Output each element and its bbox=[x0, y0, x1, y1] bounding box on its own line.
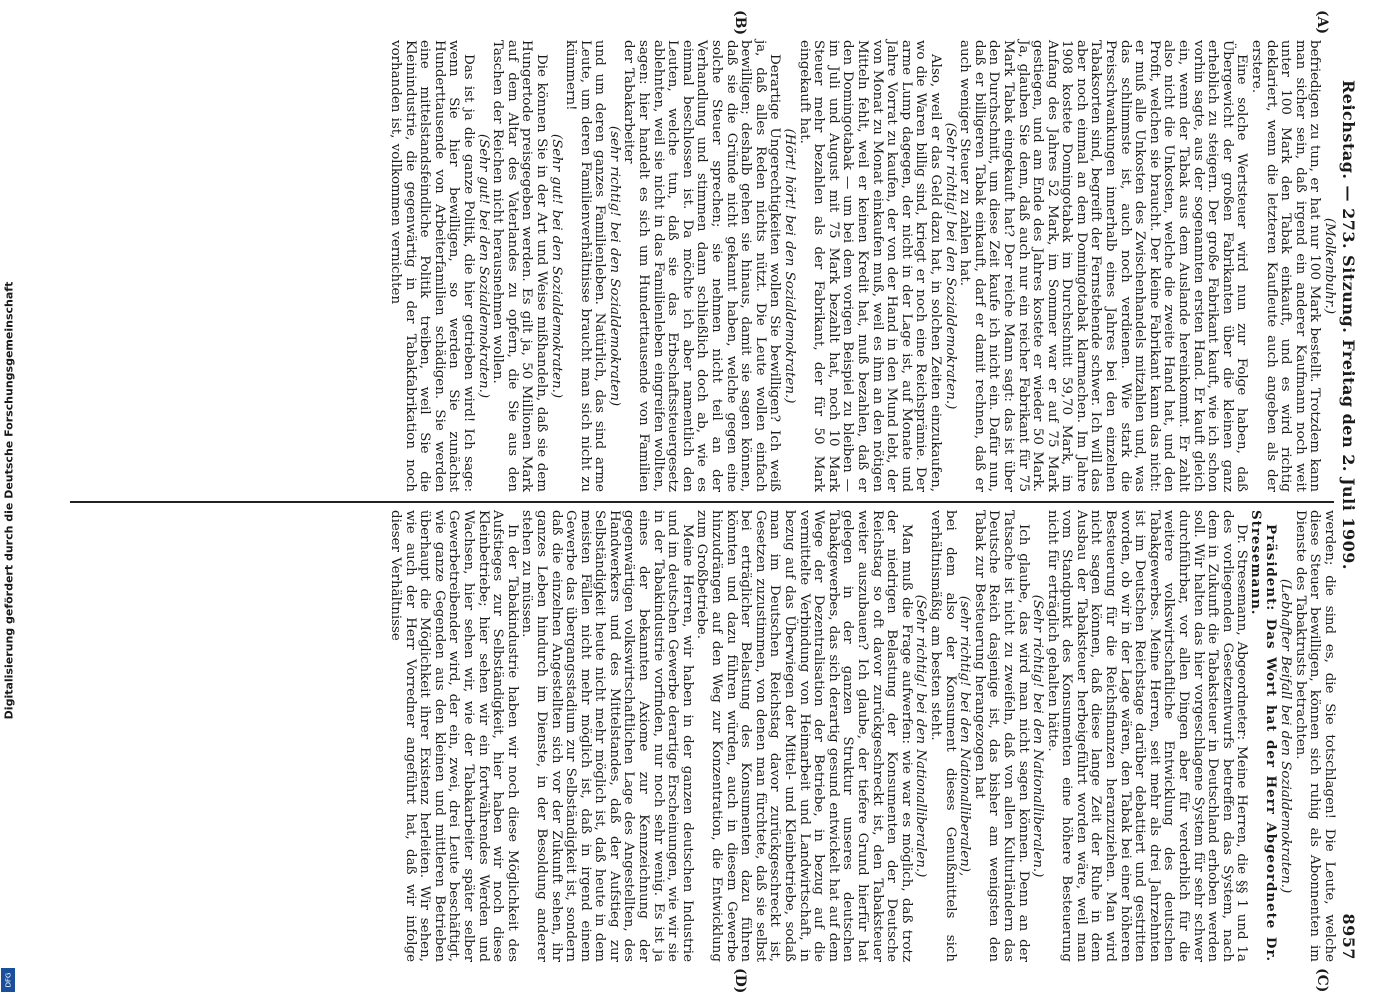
interjection: (sehr richtig! bei den Nationalliberalen), bbox=[957, 595, 973, 877]
speaker-intro: Präsident: Das Wort hat der Herr Abgeordnete Dr. Stresemann. bbox=[1248, 510, 1279, 962]
digitization-sidebar-note bbox=[2, 0, 16, 1000]
paragraph: und um deren ganzes Familienleben. Natürlich, das sind arme Leute, um deren Familienverhältnisse braucht man sich nicht zu kümmern! bbox=[563, 40, 608, 492]
interjection: (Lebhafter Beifall bei den Sozialdemokraten.) bbox=[1278, 578, 1294, 894]
paragraph: Also, weil er das Geld dazu hat, in solchen Zeiten einzukaufen, wo die Waren billig sind, kriegt er noch eine Reichsprämie. Der arme Lump dagegen, der nicht in der Lage ist, auf Monate und Jahre Vorrat zu kaufen, der von der Hand in den Mund lebt, der von Monat zu Monat einkaufen muß, weil es ihm an den nötigen Mitteln fehlt, weil er keinen Kredit hat, muß bezahlen, daß er den Domingotabak — um bei dem vorigen Beispiel zu bleiben — im Juli und August mit 75 Mark bezahlt hat, noch 10 Mark Steuer mehr bezahlen als der Fabrikant, der für 50 Mark eingekauft hat. bbox=[796, 40, 943, 492]
interjection: (Sehr richtig! bei den Nationalliberalen.) bbox=[913, 594, 929, 878]
document-page bbox=[70, 10, 1360, 994]
margin-mark-d: (D) bbox=[732, 968, 748, 994]
margin-mark-c: (C) bbox=[1314, 968, 1330, 993]
paragraph: Man muß die Frage aufwerfen: wie war es möglich, daß trotz der niedrigen Belastung der Konsumenten der Deutsche Reichstag so oft davor zurückgeschreckt ist, den Tabaksteuer weiter auszubauen? Ich glaube, der tiefere Grund hierfür hat gelegen in der ganzen Struktur unseres deutschen Tabakgewerbes, das sich derartig gesund entwickelt hat auf dem Wege der Dezentralisation der Betriebe, in bezug auf die vermittelte Verbindung von Heimarbeit und Landwirtschaft, in bezug auf das Überwiegen der Mittel- und Kleinbetriebe, sodaß man im Deutschen Reichstag davor zurückgeschreckt ist, Gesetzen zuzustimmen, von denen man fürchtete, daß sie selbst bei erträglicher Belastung des Konsumenten dazu führen könnten und dazu führen würden, auch in diesem Gewerbe hinzudrängen auf den Weg zur Konzentration, die Entwicklung zum Großbetriebe. bbox=[694, 510, 914, 962]
dfg-logo-icon: DFG bbox=[1, 968, 15, 992]
paragraph: Meine Herren, wir haben in der ganzen deutschen Industrie und im deutschen Gewerbe derartige Erscheinungen, wie wir sie in der Tabakindustrie vorfinden, nur noch sehr wenig. Es ist ja eines der bekannten Axiome zur Kennzeichnung der gegenwärtigen volkswirtschaftlichen Lage des Angestellten, des Handwerkers und des Mittelstandes, daß der Aufstieg zur Selbständigkeit heute nicht mehr möglich ist, daß heute in dem meisten Fällen nicht mehr möglich ist, daß in irgend einem Gewerbe das übergangsstadium zur Selbständigkeit ist, sondern daß die einzelnen Angestellten sich vor der Zukunft sehen, ihr ganzes Leben hindurch im Dienste, in der Besoldung anderer stehen zu müssen. bbox=[519, 510, 695, 962]
paragraph: Derartige Ungerechtigkeiten wollen Sie bewilligen? Ich weiß ja, daß alles Reden nichts nützt. Die Leute wollen einfach bewilligen; deshalb gehen sie hinaus, damit sie sagen können, daß sie die Gründe nicht gekannt haben, welche gegen eine solche Steuer sprechen; sie nehmen nicht teil an der Verhandlung und stimmen dann schließlich doch ab, wie es einmal beschlossen ist. Da möchte ich aber namentlich den Leuten, welche tun, daß sie das Erbschaftssteuergesetz ablehnten, weil sie nicht in das Familienleben eingreifen wollten, sagen: hier handelt es sich um Hunderttausende von Familien der Tabakarbeiter bbox=[621, 40, 783, 492]
speaker-heading: (Molkenbuhr.) bbox=[1322, 217, 1337, 315]
paragraph: Die können Sie in der Art und Weise mißhandeln, daß sie dem Hungertode preisgegeben werden. Es gilt ja, 50 Millionen Mark auf dem Altar des Vaterlandes zu opfern, die Sie aus den Taschen der Reichen nicht herausnehmen wollen. bbox=[490, 40, 549, 492]
paragraph: Das ist ja die ganze Politik, die hier getrieben wird! Ich sage: wenn Sie hier bewilligen, so werden Sie zunächst Hunderttausende von Arbeiterfamilien schädigen. Sie werden eine mittelstandsfeindliche Politik treiben, weil Sie die Kleinindustrie, die gegenwärtig in der Tabakfabrikation noch vorhanden ist, vollkommen vernichten bbox=[388, 40, 476, 492]
paragraph: bei dem also der Konsument dieses Genußmittels sich verhältnismäßig am besten steht. bbox=[927, 510, 958, 962]
column-divider bbox=[70, 501, 1334, 503]
digitization-credit: Digitalisierung gefördert durch die Deutsche Forschungsgemeinschaft bbox=[2, 281, 16, 719]
right-column bbox=[70, 510, 1336, 962]
running-head-title: Reichstag. — 273. Sitzung. Freitag den 2. Juli 1909. bbox=[1339, 80, 1358, 570]
interjection: (Hört! hört! bei den Sozialdemokraten.) bbox=[782, 128, 798, 404]
paragraph: befriedigen zu tun, er hat nur 100 Mark bestellt. Trotzdem kann man sicher sein, daß irgend ein anderer Kaufmann noch weit unter 100 Mark den Tabak einkauft, und es wird richtig deklariert, wenn die letzteren Kaufleute auch angeben als der erstere. bbox=[1249, 40, 1323, 492]
paragraph: In der Tabakindustrie haben wir noch diese Möglichkeit des Aufstieges zur Selbständigkeit, hier haben wir noch diese Kleinbetriebe; hier sehen wir ein fortwährendes Werden und Wachsen, hier sehen wir, wie der Tabakarbeiter später selber Gewerbetreibender wird, der ein, zwei, drei Leute beschäftigt, wie ganze Gegenden aus den kleinen und mittleren Betrieben überhaupt die Möglichkeit ihrer Existenz herleiten. Wir sehen, wie auch der Herr Vorredner angeführt hat, daß wir infolge dieser Verhältnisse bbox=[388, 510, 520, 962]
running-head bbox=[1338, 40, 1360, 965]
rotated-page-content bbox=[70, 10, 1360, 994]
paragraph: werden; die sind es, die Sie totschlagen! Die Leute, welche diese Steuer bewilligen, können sich ruhig als Abonnenten im Dienste des Tabaktrusts betrachten. bbox=[1292, 510, 1337, 962]
left-column bbox=[70, 40, 1336, 492]
paragraph: Dr. Stresemann, Abgeordneter: Meine Herren, die §§ 1 und 1a des vorliegenden Gesetzentwurfs betreffen das System, nach dem in Zukunft die Tabaksteuer in Deutschland erhoben werden soll. Wir halten das hier vorgeschlagene System für sehr schwer durchführbar, vor allen Dingen aber für verderblich für die weitere volkswirtschaftliche Entwicklung des deutschen Tabakgewerbes. Meine Herren, seit mehr als drei Jahrzehnten ist im Deutschen Reichstage darüber debattiert und gestritten worden, ob wir in der Lage wären, den Tabak bei einer höheren Besteuerung für die Reichsfinanzen heranzuziehen. Man wird nicht sagen können, daß diese lange Zeit der Ruhe in dem Ausbau der Tabaksteuer herbeigeführt worden wäre, weil man vom Standpunkt des Konsumenten eine höhere Besteuerung nicht für erträglich gehalten hätte. bbox=[1044, 510, 1250, 962]
interjection: (Sehr richtig! bei den Nationalliberalen.) bbox=[1030, 594, 1046, 878]
paragraph: Eine solche Wertsteuer wird nun zur Folge haben, daß Übergewicht der großen Fabrikanten über die kleinen ganz erheblich zu steigern. Der große Fabrikant kauft, wie ich schon vorhin sagte, aus der sogenannten ersten Hand. Er kauft gleich ein, wenn der Tabak aus dem Auslande hereinkommt. Er zahlt also nicht die Unkosten, welche die zweite Hand hat, und den Profit, welchen sie braucht. Der kleine Fabrikant kann das nicht: er muß alle Unkosten des Zwischenhandels mitzahlen und, was das schlimmste ist, auch noch verdienen. Wie stark die Preisschwankungen innerhalb eines Jahres bei den einzelnen Tabaksorten sind, begreift der Fernstehende schwer. Ich will das aber noch einmal an dem Domingotabak klarmachen. Im Jahre 1908 kostete Domingotabak im Durchschnitt 59,70 Mark, im Anfang des Jahres 52 Mark, im Sommer war er auf 75 Mark gestiegen, und am Ende des Jahres kostete er wieder 50 Mark. Ja, glauben Sie denn, daß auch nur ein reicher Fabrikant für 75 Mark Tabak eingekauft hat? Der reiche Mann sagt: das ist über den Durchschnitt, um diese Zeit kaufe ich nicht ein. Dafür nun, daß er billigeren Tabak einkauft, darf er damit rechnen, daß er auch weniger Steuer zu zahlen hat. bbox=[957, 40, 1250, 492]
interjection: (sehr richtig! bei den Sozialdemokraten) bbox=[606, 125, 622, 407]
interjection: (Sehr richtig! bei den Sozialdemokraten.) bbox=[942, 122, 958, 410]
page-number: 8957 bbox=[1339, 913, 1358, 960]
interjection: (Sehr gut! bei den Sozialdemokraten.) bbox=[475, 133, 491, 399]
margin-mark-a: (A) bbox=[1314, 10, 1330, 35]
interjection: (Sehr gut! bei den Sozialdemokraten.) bbox=[548, 133, 564, 399]
paragraph: Ich glaube, das wird man nicht sagen können. Denn an der Tatsache ist nicht zu zweifeln, daß von allen Kulturländern das Deutsche Reich dasjenige ist, das bisher am wenigsten den Tabak zur Besteuerung herangezogen hat bbox=[971, 510, 1031, 962]
margin-mark-b: (B) bbox=[732, 10, 748, 36]
